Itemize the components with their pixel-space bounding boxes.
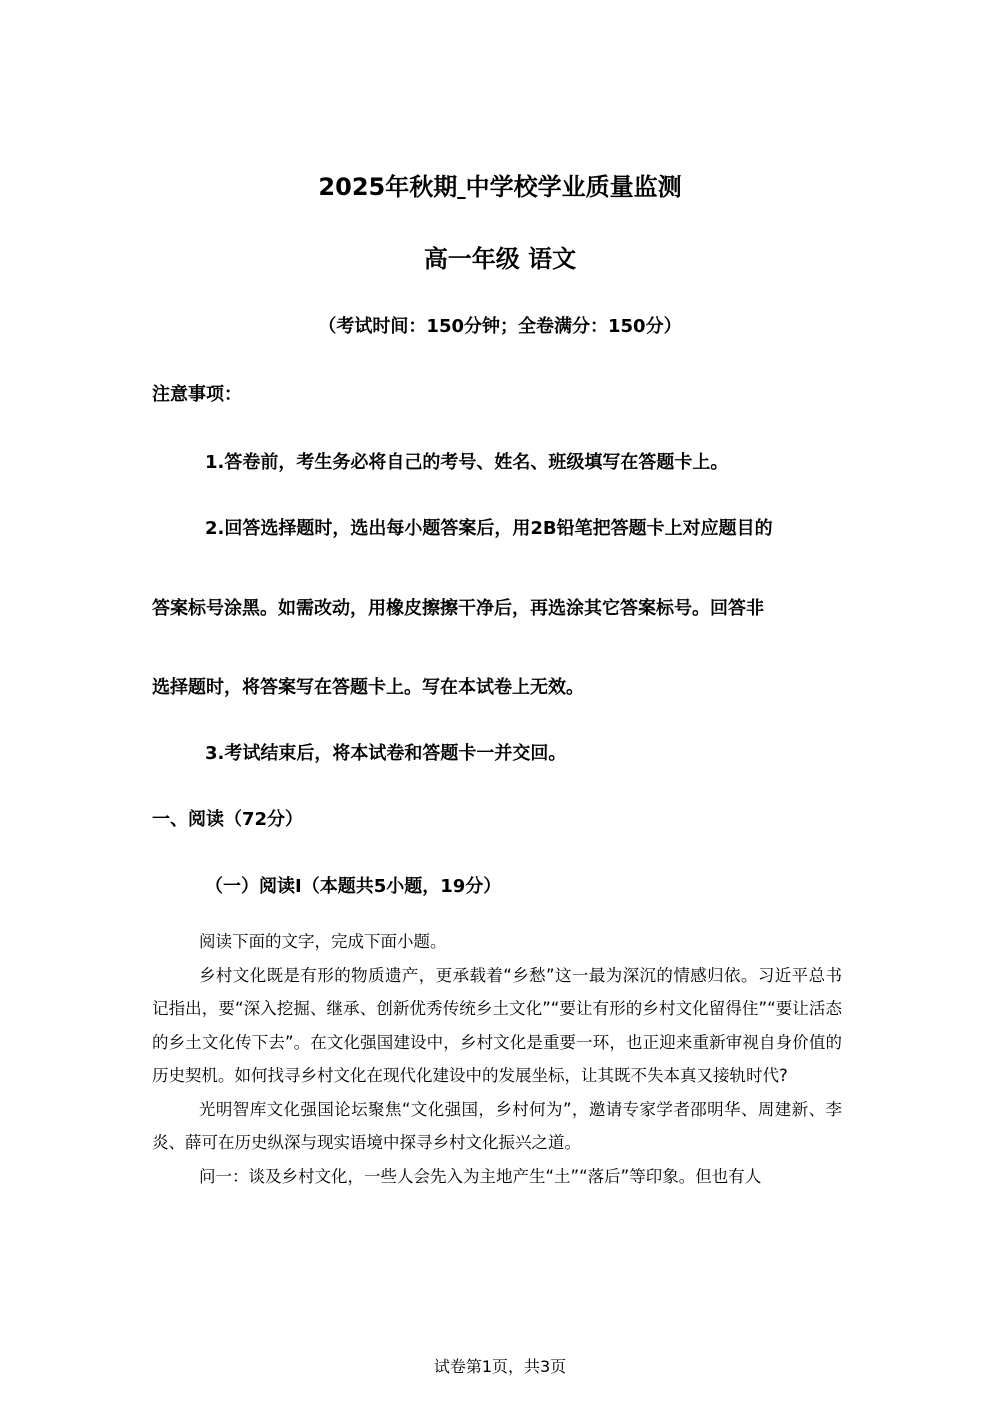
notice-item-2-line-2: 答案标号涂黑。如需改动，用橡皮擦擦干净后，再选涂其它答案标号。回答非 xyxy=(152,598,764,619)
title-school-blank xyxy=(457,173,465,201)
grade-subject: 高一年级 语文 xyxy=(423,245,577,273)
passage-instruction: 阅读下面的文字，完成下面小题。 xyxy=(199,932,447,951)
passage-paragraph-1: 乡村文化既是有形的物质遗产，更承载着“乡愁”这一最为深沉的情感归依。习近平总书记指出，要“深入挖掘、继承、创新优秀传统乡土文化”“要让有形的乡村文化留得住”“要让活态的乡土文化传下去”。在文化强国建设中，乡村文化是重要一环，也正迎来重新审视自身价值的历史契机。如何找寻乡村文化在现代化建设中的发展坐标，让其既不失本真又接轨时代? xyxy=(152,965,842,1085)
notice-item-2-line-1: 2.回答选择题时，选出每小题答案后，用2B铅笔把答题卡上对应题目的 xyxy=(205,518,773,539)
page-footer: 试卷第1页，共3页 xyxy=(433,1357,567,1376)
exam-title xyxy=(0,172,1000,202)
passage-paragraph-2: 光明智库文化强国论坛聚焦“文化强国，乡村何为”，邀请专家学者邵明华、周建新、李炎、薛可在历史纵深与现实语境中探寻乡村文化振兴之道。 xyxy=(152,1099,842,1152)
notice-item-3: 3.考试结束后，将本试卷和答题卡一并交回。 xyxy=(205,743,567,764)
section-subheading: （一）阅读I（本题共5小题，19分） xyxy=(205,876,502,897)
exam-info: （考试时间：150分钟；全卷满分：150分） xyxy=(318,316,682,337)
section-heading: 一、阅读（72分） xyxy=(152,809,304,830)
passage-paragraph-3: 问一：谈及乡村文化，一些人会先入为主地产生“土”“落后”等印象。但也有人 xyxy=(199,1166,762,1186)
reading-passage xyxy=(152,925,842,1193)
title-school: 中学校学业质量监测 xyxy=(465,173,682,201)
notice-item-1: 1.答卷前，考生务必将自己的考号、姓名、班级填写在答题卡上。 xyxy=(205,452,729,473)
title-year: 2025年秋期 xyxy=(318,173,458,201)
notice-heading: 注意事项： xyxy=(152,384,242,405)
notice-item-2-line-3: 选择题时，将答案写在答题卡上。写在本试卷上无效。 xyxy=(152,677,584,698)
